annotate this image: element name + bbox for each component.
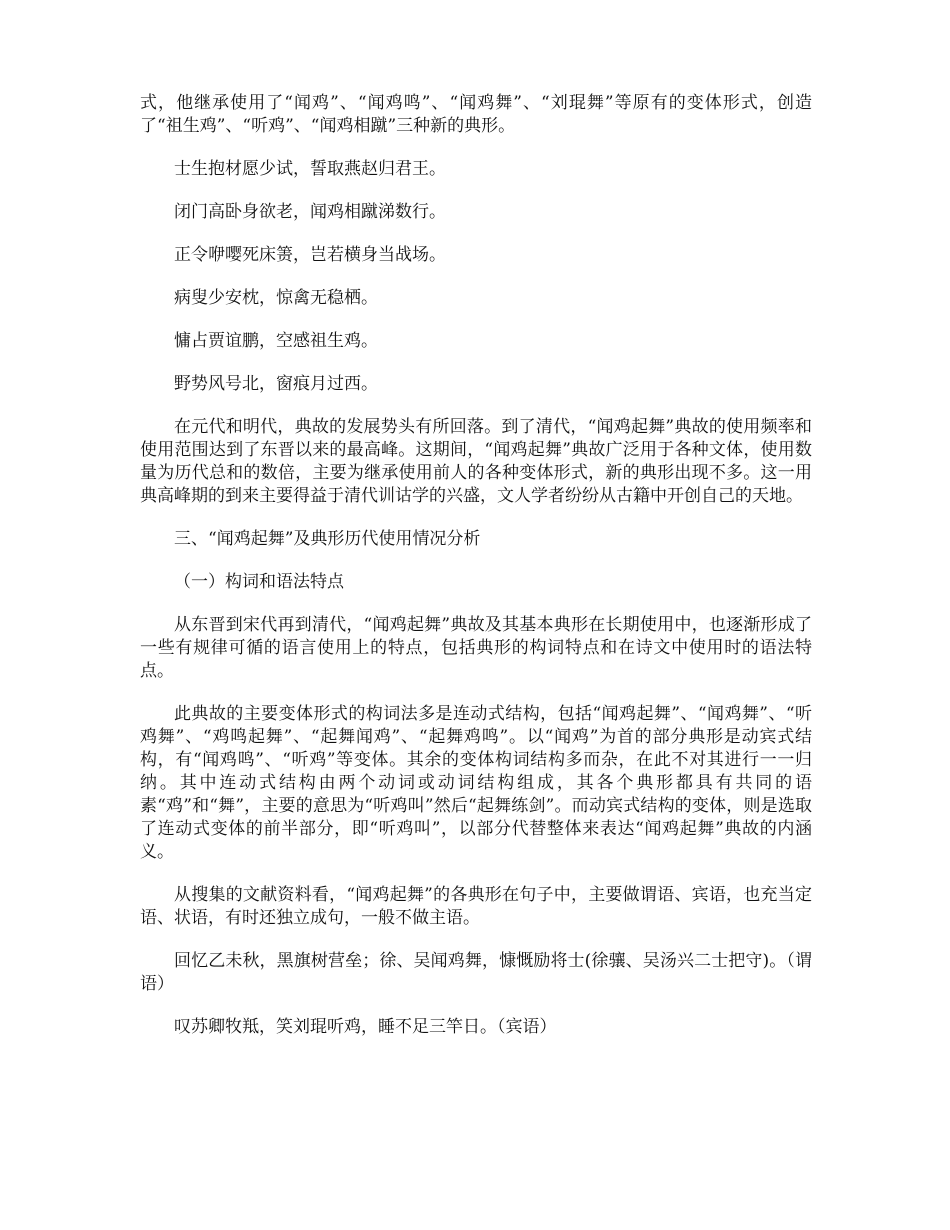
subsection-heading: （一）构词和语法特点 (174, 572, 344, 592)
example-predicate: 回忆乙未秋，黑旗树营垒；徐、吴闻鸡舞，慷慨励将士(徐骧、吴汤兴二士把守)。（谓语） (140, 951, 812, 994)
example-object: 叹苏卿牧羝，笑刘琨听鸡，睡不足三竿日。（宾语） (174, 1017, 557, 1037)
paragraph-language-features: 从东晋到宋代再到清代，“闻鸡起舞”典故及其基本典形在长期使用中，也逐渐形成了一些有规律可循的语言使用上的特点，包括典形的构词特点和在诗文中使用时的语法特点。 (140, 615, 812, 681)
paragraph-continuation: 式，他继承使用了“闻鸡”、“闻鸡鸣”、“闻鸡舞”、“刘琨舞”等原有的变体形式，创造了“祖生鸡”、“听鸡”、“闻鸡相蹴”三种新的典形。 (140, 93, 812, 136)
verse-line-6: 野势风号北，窗痕月过西。 (174, 374, 378, 394)
verse-line-5: 慵占贾谊鹏，空感祖生鸡。 (174, 331, 378, 351)
paragraph-qing-dynasty: 在元代和明代，典故的发展势头有所回落。到了清代，“闻鸡起舞”典故的使用频率和使用范围达到了东晋以来的最高峰。这期间，“闻鸡起舞”典故广泛用于各种文体，使用数量为历代总和的数倍，主要为继承使用前人的各种变体形式，新的典形出现不多。这一用典高峰期的到来主要得益于清代训诂学的兴盛，文人学者纷纷从古籍中开创自己的天地。 (140, 417, 812, 506)
paragraph-word-formation: 此典故的主要变体形式的构词法多是连动式结构，包括“闻鸡起舞”、“闻鸡舞”、“听鸡舞”、“鸡鸣起舞”、“起舞闻鸡”、“起舞鸡鸣”。以“闻鸡”为首的部分典形是动宾式结构，有“闻鸡鸣”、“听鸡”等变体。其余的变体构词结构多而杂，在此不对其进行一一归纳。其中连动式结构由两个动词或动词结构组成，其各个典形都具有共同的语素“鸡”和“舞”，主要的意思为“听鸡叫”然后“起舞练剑”。而动宾式结构的变体，则是选取了连动式变体的前半部分，即“听鸡叫”，以部分代替整体来表达“闻鸡起舞”典故的内涵义。 (140, 704, 812, 862)
verse-line-1: 士生抱材愿少试，誓取燕赵归君王。 (174, 159, 446, 179)
paragraph-syntax-roles: 从搜集的文献资料看，“闻鸡起舞”的各典形在句子中，主要做谓语、宾语，也充当定语、状语，有时还独立成句，一般不做主语。 (140, 885, 812, 928)
document-page (140, 92, 812, 1059)
verse-line-4: 病叟少安枕，惊禽无稳栖。 (174, 288, 378, 308)
verse-line-3: 正令咿嘤死床箦，岂若横身当战场。 (174, 245, 446, 265)
verse-line-2: 闭门高卧身欲老，闻鸡相蹴涕数行。 (174, 202, 446, 222)
section-heading: 三、“闻鸡起舞”及典形历代使用情况分析 (174, 529, 481, 549)
